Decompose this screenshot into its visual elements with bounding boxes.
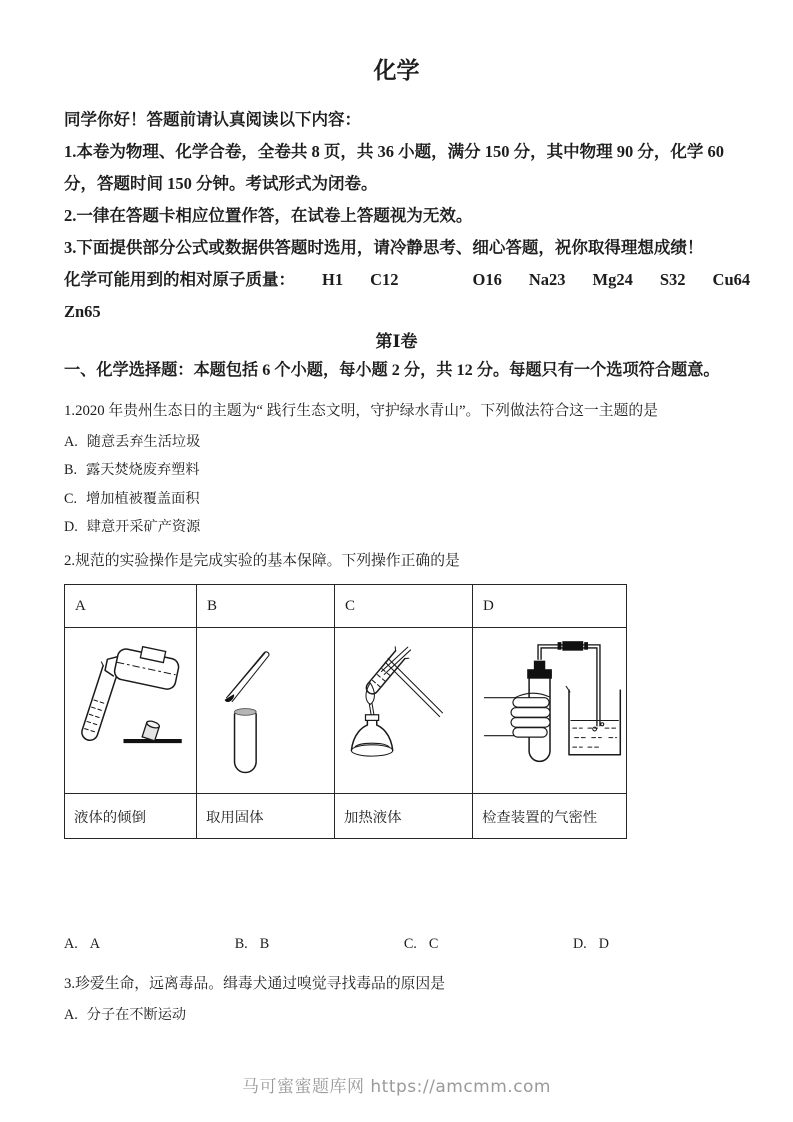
intro-block [64, 104, 751, 328]
section-heading: 一、化学选择题：本题包括 6 个小题，每小题 2 分，共 12 分。每题只有一个选项符合题意。 [64, 361, 720, 379]
option-label: A. [64, 936, 78, 952]
question-3-option-a [64, 1007, 729, 1024]
question-2-stem: 2.规范的实验操作是完成实验的基本保障。下列操作正确的是 [64, 553, 460, 569]
page-title: 化学 [373, 58, 420, 83]
caption-cell-c: 加热液体 [335, 794, 473, 839]
question-1-option-b [64, 462, 729, 479]
option-text: 分子在不断运动 [86, 1006, 187, 1023]
atomic-masses-line2: Zn65 [64, 302, 101, 321]
header-cell-b: B [197, 585, 335, 628]
question-2 [64, 551, 729, 953]
table-header-row [65, 585, 627, 628]
option-text: 增加植被覆盖面积 [86, 490, 200, 507]
mass-Mg: Mg24 [592, 270, 633, 289]
question-2-answer-d [573, 936, 609, 953]
option-text: 随意丢弃生活垃圾 [86, 433, 201, 450]
caption-cell-b: 取用固体 [197, 794, 335, 839]
option-label: D. [64, 519, 78, 535]
option-text: A [89, 936, 101, 952]
airtightness-check-illustration [476, 635, 624, 787]
caption-cell-a: 液体的倾倒 [65, 794, 197, 839]
figure-cell-a [65, 628, 197, 794]
header-cell-c: C [335, 585, 473, 628]
mass-C: C12 [370, 270, 399, 289]
table-caption-row [65, 794, 627, 839]
intro-line1b: 分，答题时间 150 分钟。考试形式为闭卷。 [64, 174, 378, 193]
question-1 [64, 401, 729, 536]
option-label: A. [64, 1006, 78, 1023]
option-label: D. [572, 936, 587, 952]
question-1-option-c [64, 491, 729, 508]
question-1-option-a [64, 434, 729, 451]
question-2-answers-row [64, 936, 609, 953]
option-text: B [259, 936, 270, 952]
question-1-option-d [64, 519, 729, 536]
part-title: 第Ⅰ卷 [375, 332, 418, 351]
header-cell-a: A [65, 585, 197, 628]
question-2-answer-b [235, 936, 269, 953]
option-text: D [598, 936, 609, 952]
option-label: B. [64, 462, 78, 478]
mass-Na: Na23 [528, 270, 566, 289]
option-label: A. [64, 433, 78, 450]
mass-S: S32 [659, 270, 686, 289]
question-2-answer-a [64, 936, 100, 953]
atomic-masses-label: 化学可能用到的相对原子质量： [64, 270, 295, 289]
option-text: 露天焚烧废弃塑料 [86, 462, 200, 478]
watermark-footer: 马可蜜蜜题库网 https://amcmm.com [242, 1077, 551, 1097]
mass-H: H1 [322, 270, 344, 289]
question-2-options-table [64, 584, 627, 839]
question-3 [64, 974, 729, 1024]
option-label: B. [234, 936, 248, 952]
intro-greeting: 同学你好！答题前请认真阅读以下内容： [64, 110, 361, 129]
mass-Cu: Cu64 [712, 270, 751, 289]
figure-cell-c [335, 628, 473, 794]
question-1-stem: 1.2020 年贵州生态日的主题为“ 践行生态文明，守护绿水青山”。下列做法符合这一主题的是 [64, 403, 658, 419]
option-text: C [428, 936, 439, 952]
atomic-masses-line [64, 264, 751, 296]
intro-line1a: 1.本卷为物理、化学合卷，全卷共 8 页，共 36 小题，满分 150 分，其中物理 90 分，化学 60 [64, 142, 724, 161]
table-figure-row [65, 628, 627, 794]
figure-cell-d [473, 628, 627, 794]
option-text: 肆意开采矿产资源 [86, 519, 201, 535]
solid-taking-illustration [204, 635, 328, 787]
figure-cell-b [197, 628, 335, 794]
intro-line3: 3.下面提供部分公式或数据供答题时选用，请冷静思考、细心答题，祝你取得理想成绩！ [64, 238, 704, 257]
header-cell-d: D [473, 585, 627, 628]
question-2-answer-c [404, 936, 438, 953]
option-label: C. [64, 490, 78, 507]
option-label: C. [403, 936, 417, 952]
mass-O: O16 [472, 270, 502, 289]
liquid-heating-illustration [342, 635, 466, 787]
intro-line2: 2.一律在答题卡相应位置作答，在试卷上答题视为无效。 [64, 206, 473, 225]
liquid-pouring-illustration [69, 635, 193, 787]
caption-cell-d: 检查装置的气密性 [473, 794, 627, 839]
question-3-stem: 3.珍爱生命，远离毒品。缉毒犬通过嗅觉寻找毒品的原因是 [64, 976, 446, 992]
